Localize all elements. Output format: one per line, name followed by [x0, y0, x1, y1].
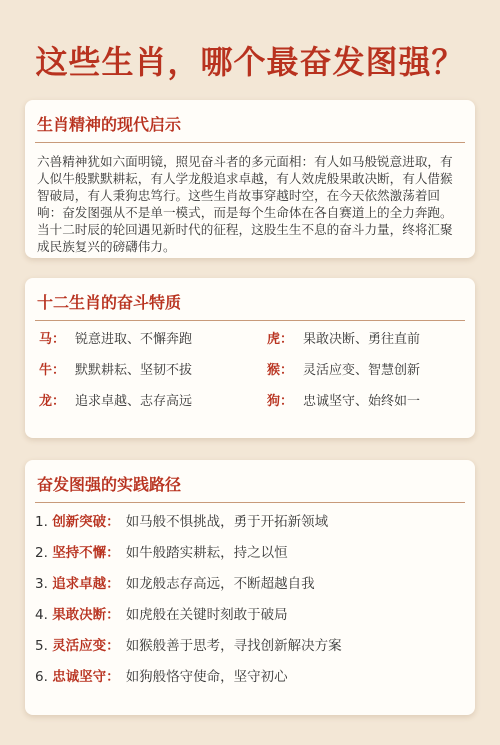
modern-inspiration-heading: 生肖精神的现代启示	[35, 114, 465, 143]
trait-dog	[267, 393, 420, 411]
trait-animal: 狗：	[267, 394, 294, 409]
trait-tiger	[267, 331, 420, 349]
traits-grid	[35, 331, 465, 423]
trait-ox	[39, 362, 192, 380]
trait-desc: 追求卓越、志存高远	[75, 394, 193, 409]
item-number: 6.	[35, 669, 48, 685]
item-number: 1.	[35, 514, 48, 530]
list-item	[35, 513, 465, 544]
list-item	[35, 637, 465, 668]
item-key: 果敢决断：	[52, 607, 120, 623]
item-key: 灵活应变：	[52, 638, 120, 654]
list-item	[35, 668, 465, 699]
item-key: 坚持不懈：	[52, 545, 120, 561]
page-title: 这些生肖，哪个最奋发图强？	[35, 43, 465, 81]
item-key: 创新突破：	[52, 514, 120, 530]
trait-animal: 猴：	[267, 363, 294, 378]
zodiac-traits-heading: 十二生肖的奋斗特质	[35, 292, 465, 321]
trait-dragon	[39, 393, 192, 411]
item-number: 3.	[35, 576, 48, 592]
trait-desc: 默默耕耘、坚韧不拔	[75, 363, 193, 378]
item-key: 追求卓越：	[52, 576, 120, 592]
zodiac-traits-card	[25, 278, 475, 438]
item-text: 如狗般恪守使命，坚守初心	[125, 669, 288, 685]
trait-animal: 马：	[39, 332, 66, 347]
modern-inspiration-body: 六兽精神犹如六面明镜，照见奋斗者的多元面相：有人如马般锐意进取，有人似牛般默默耕耘，有人学龙般追求卓越，有人效虎般果敢决断，有人借猴智破局，有人秉狗忠笃行。这些生肖故事穿越时空，在今天依然激荡着回响：奋发图强从不是单一模式，而是每个生命体在各自赛道上的全力奔跑。当十二时辰的轮回遇见新时代的征程，这股生生不息的奋斗力量，终将汇聚成民族复兴的磅礴伟力。	[37, 154, 453, 254]
item-number: 4.	[35, 607, 48, 623]
list-item	[35, 606, 465, 637]
list-item	[35, 544, 465, 575]
trait-horse	[39, 331, 192, 349]
list-item	[35, 575, 465, 606]
trait-desc: 锐意进取、不懈奔跑	[75, 332, 193, 347]
trait-monkey	[267, 362, 420, 380]
item-text: 如牛般踏实耕耘，持之以恒	[125, 545, 288, 561]
trait-desc: 灵活应变、智慧创新	[303, 363, 421, 378]
item-number: 5.	[35, 638, 48, 654]
practice-path-list	[35, 513, 465, 699]
practice-path-card	[25, 460, 475, 715]
trait-animal: 虎：	[267, 332, 294, 347]
trait-desc: 果敢决断、勇往直前	[303, 332, 421, 347]
item-key: 忠诚坚守：	[52, 669, 120, 685]
item-text: 如马般不惧挑战，勇于开拓新领域	[125, 514, 329, 530]
practice-path-heading: 奋发图强的实践路径	[35, 474, 465, 503]
trait-animal: 龙：	[39, 394, 66, 409]
item-number: 2.	[35, 545, 48, 561]
item-text: 如虎般在关键时刻敢于破局	[125, 607, 288, 623]
item-text: 如龙般志存高远，不断超越自我	[125, 576, 315, 592]
item-text: 如猴般善于思考，寻找创新解决方案	[125, 638, 342, 654]
trait-desc: 忠诚坚守、始终如一	[303, 394, 421, 409]
trait-animal: 牛：	[39, 363, 66, 378]
modern-inspiration-card	[25, 100, 475, 258]
